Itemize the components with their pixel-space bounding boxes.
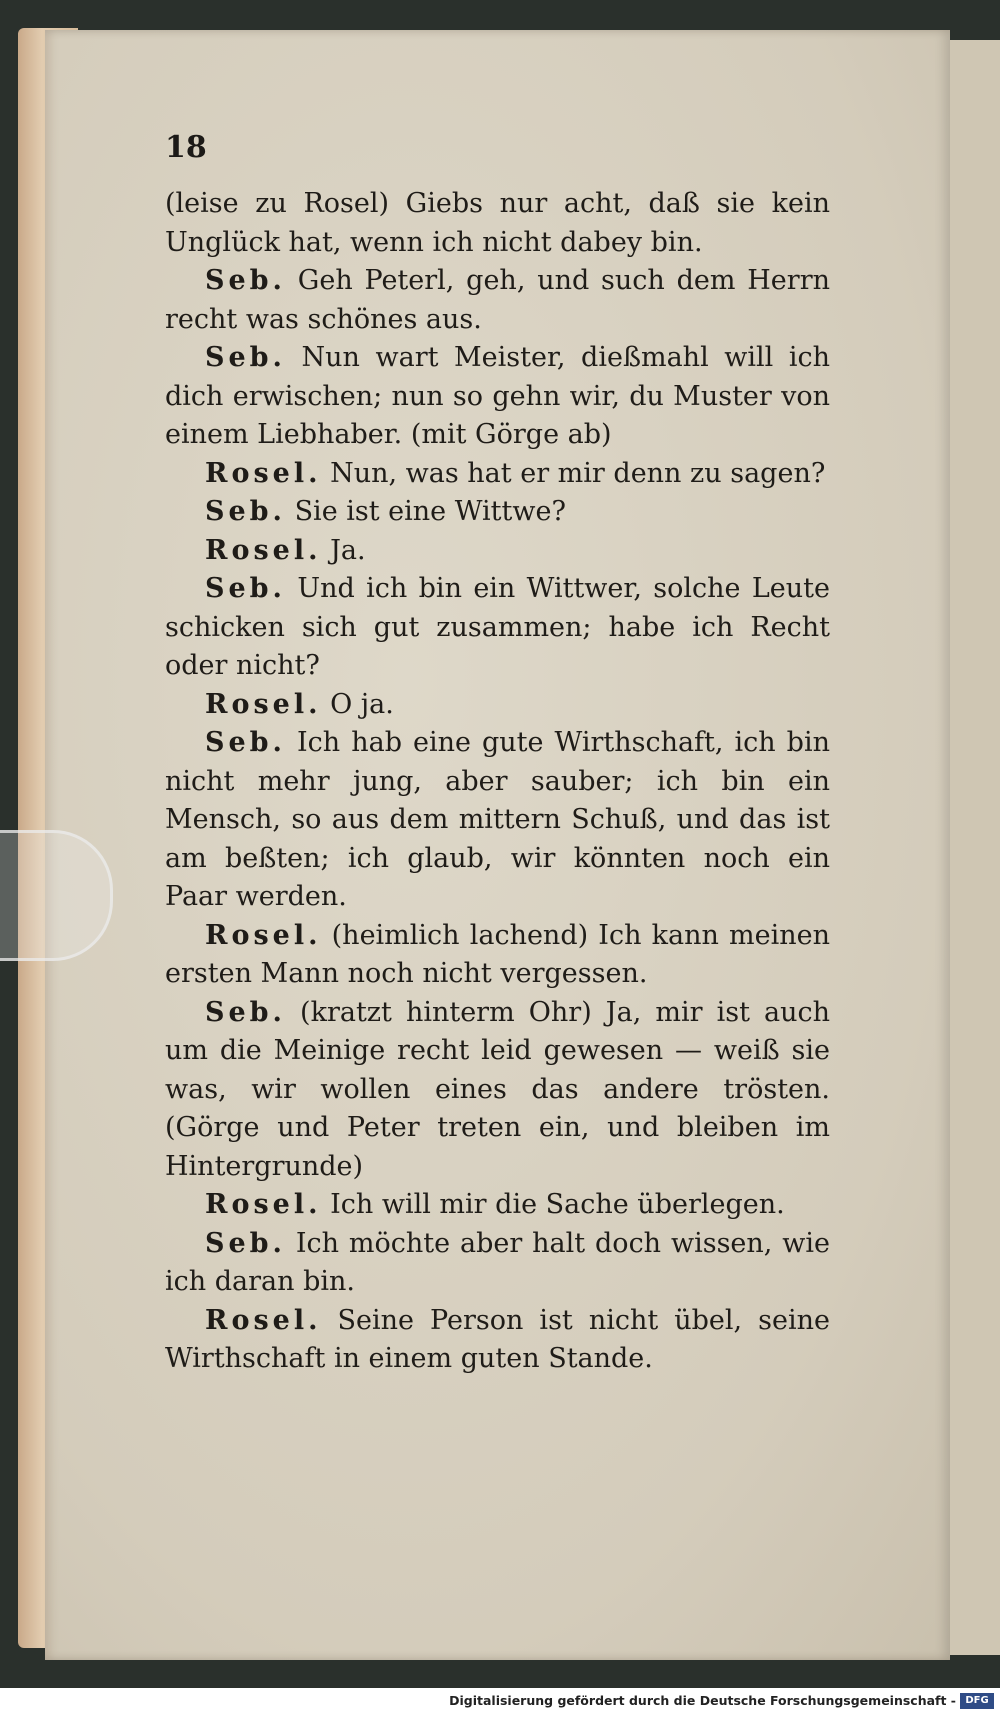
speaker-name: Rosel. — [205, 1304, 322, 1336]
paragraph-text: (heimlich lachend) Ich kann meinen ersten Mann noch nicht vergessen. — [165, 919, 830, 989]
speaker-name: Seb. — [205, 1227, 286, 1259]
paragraph-14 — [165, 1302, 830, 1379]
paragraph-text: Nun wart Meister, dießmahl will ich dich erwischen; nun so gehn wir, du Muster von einem Liebhaber. (mit Görge ab) — [165, 342, 830, 450]
paragraph-1 — [165, 185, 830, 262]
paragraph-text: Ich hab eine gute Wirthschaft, ich bin nicht mehr jung, aber sauber; ich bin ein Mensch, so aus dem mittern Schuß, und das ist am beßten; ich glaub, wir könnten noch ein Paar werden. — [165, 727, 830, 912]
paragraph-text: (leise zu Rosel) Giebs nur acht, daß sie kein Unglück hat, wenn ich nicht dabey bin. — [165, 188, 830, 258]
paragraph-9 — [165, 724, 830, 917]
paragraph-13 — [165, 1225, 830, 1302]
dfg-logo: DFG — [960, 1693, 994, 1709]
paragraph-3 — [165, 339, 830, 455]
speaker-name: Seb. — [205, 342, 286, 373]
paragraph-11 — [165, 994, 830, 1187]
page-number: 18 — [165, 130, 207, 165]
speaker-name: Seb. — [205, 573, 286, 604]
paragraph-text: Ich will mir die Sache überlegen. — [330, 1189, 785, 1220]
paragraph-text: Ich möchte aber halt doch wissen, wie ich daran bin. — [165, 1227, 830, 1297]
paragraph-12 — [165, 1186, 830, 1225]
paragraph-8 — [165, 686, 830, 725]
speaker-name: Rosel. — [205, 534, 322, 566]
footer-credit: Digitalisierung gefördert durch die Deutsche Forschungsgemeinschaft - — [449, 1693, 956, 1708]
speaker-name: Rosel. — [205, 1189, 322, 1220]
footer-bar — [0, 1688, 1000, 1714]
paragraph-text: Und ich bin ein Wittwer, solche Leute schicken sich gut zusammen; habe ich Recht oder nicht? — [165, 573, 830, 681]
paragraph-4 — [165, 455, 830, 494]
speaker-name: Seb. — [205, 265, 286, 296]
paragraph-text: (kratzt hinterm Ohr) Ja, mir ist auch um die Meinige recht leid gewesen — weiß sie was, wir wollen eines das andere trösten. (Görge und Peter treten ein, und bleiben im Hintergrunde) — [165, 996, 830, 1182]
paragraph-5 — [165, 493, 830, 532]
paragraph-text: Geh Peterl, geh, und such dem Herrn recht was schönes aus. — [165, 265, 830, 335]
paragraph-text: Nun, was hat er mir denn zu sagen? — [330, 457, 826, 489]
paragraph-text: Seine Person ist nicht übel, seine Wirthschaft in einem guten Stande. — [165, 1304, 830, 1374]
next-page-edge — [945, 40, 1000, 1655]
speaker-name: Rosel. — [205, 457, 322, 489]
speaker-name: Rosel. — [205, 688, 322, 720]
speaker-name: Seb. — [205, 727, 286, 758]
paragraph-10 — [165, 917, 830, 994]
speaker-name: Seb. — [205, 996, 286, 1028]
paragraph-7 — [165, 570, 830, 686]
speaker-name: Seb. — [205, 496, 286, 527]
paragraph-text: O ja. — [330, 688, 394, 720]
paragraph-2 — [165, 262, 830, 339]
page-clip — [0, 830, 113, 961]
paragraph-text: Ja. — [330, 534, 366, 566]
paragraph-text: Sie ist eine Wittwe? — [294, 496, 566, 527]
text-block — [165, 185, 830, 1379]
speaker-name: Rosel. — [205, 919, 322, 951]
paragraph-6 — [165, 532, 830, 571]
